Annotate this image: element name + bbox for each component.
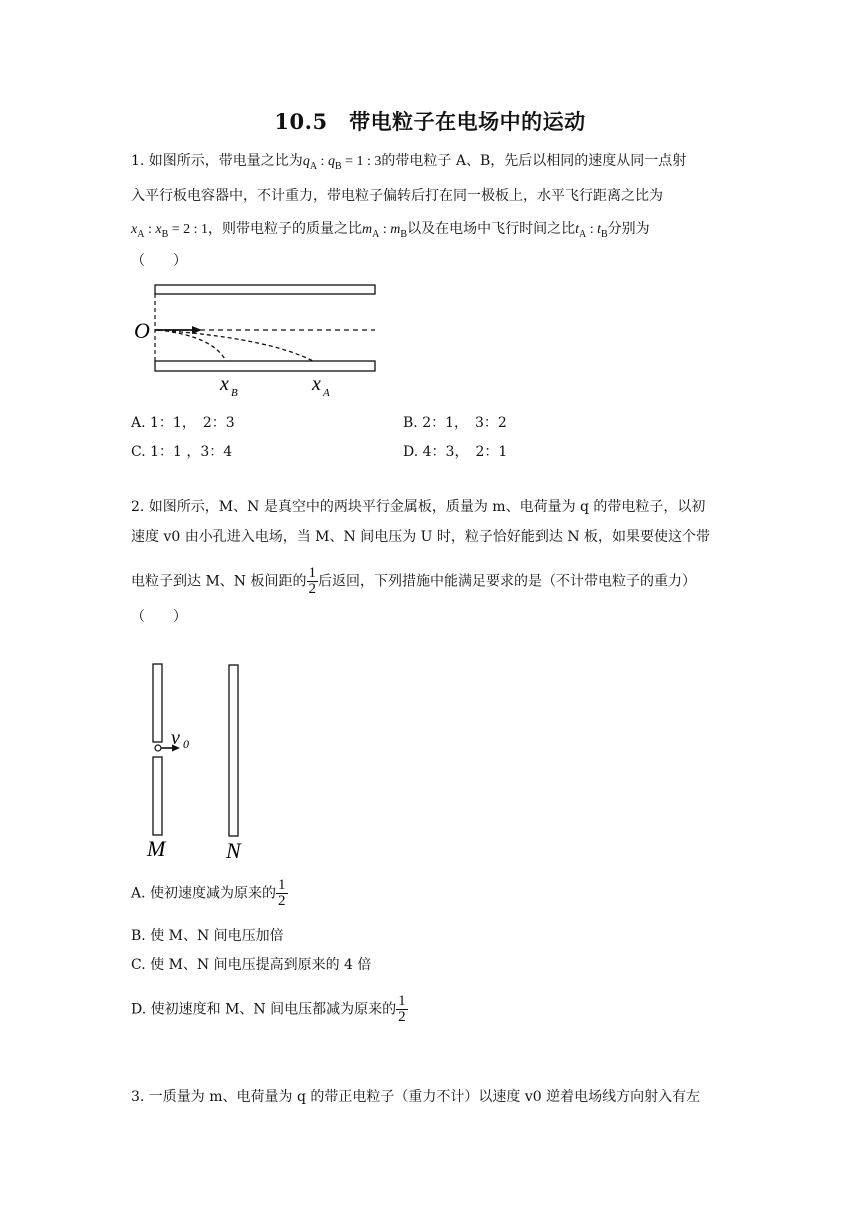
q1-option-a[interactable]: A. 1：1， 2：3 bbox=[131, 415, 235, 431]
label-v-sub: 0 bbox=[183, 737, 189, 751]
q1-option-b[interactable]: B. 2：1， 3：2 bbox=[403, 415, 507, 431]
q1-time-ratio: $t_A$ : $t_B$ bbox=[575, 222, 608, 240]
q1-option-c[interactable]: C. 1：1 ，3：4 bbox=[131, 444, 233, 460]
q2-option-d[interactable]: D. 使初速度和 M、N 间电压都减为原来的 $\frac{1}{2}$ bbox=[131, 993, 406, 1025]
q2-text: 后返回，下列措施中能满足要求的是（不计带电粒子的重力） bbox=[318, 573, 696, 590]
q1-charge-ratio: $q_A$ : $q_B = 1$ : 3 bbox=[302, 154, 382, 172]
label-o: O bbox=[134, 318, 150, 343]
q1-distance-ratio: $x_A$ : $x_B = 2$ : 1 bbox=[131, 222, 209, 240]
q1-line-2: 入平行板电容器中，不计重力，带电粒子偏转后打在同一极板上，水平飞行距离之比为 bbox=[131, 188, 663, 204]
q2-option-d-fraction: $\frac{1}{2}$ bbox=[398, 993, 406, 1025]
label-xb: x bbox=[220, 373, 229, 395]
q1-text: 的带电粒子 A、B，先后以相同的速度从同一点射 bbox=[381, 153, 687, 169]
label-m: M bbox=[147, 836, 166, 861]
plate-m-upper bbox=[153, 664, 162, 742]
q2-answer-paren: （ ） bbox=[131, 609, 187, 625]
label-xa-sub: A bbox=[323, 387, 330, 399]
q1-mass-ratio: $m_A$ : $m_B$ bbox=[362, 222, 408, 240]
q1-option-d[interactable]: D. 4：3， 2：1 bbox=[403, 444, 508, 460]
q2-option-a[interactable]: A. 使初速度减为原来的 $\frac{1}{2}$ bbox=[131, 877, 286, 909]
label-v: v bbox=[171, 727, 180, 749]
q2-line-1: 2. 如图所示，M、N 是真空中的两块平行金属板，质量为 m、电荷量为 q 的带电粒子，以初 bbox=[131, 499, 706, 515]
q1-text: 以及在电场中飞行时间之比 bbox=[407, 221, 576, 237]
label-xb-sub: B bbox=[231, 387, 238, 399]
q2-option-a-fraction: $\frac{1}{2}$ bbox=[278, 877, 286, 909]
q2-option-c[interactable]: C. 使 M、N 间电压提高到原来的 4 倍 bbox=[131, 957, 372, 973]
lower-plate bbox=[155, 361, 375, 371]
trajectory-b bbox=[158, 330, 226, 361]
page-title: 10.5 带电粒子在电场中的运动 bbox=[274, 109, 586, 134]
plate-n bbox=[229, 665, 238, 836]
q1-answer-paren: （ ） bbox=[131, 253, 187, 269]
q3-line-1: 3. 一质量为 m、电荷量为 q 的带正电粒子（重力不计）以速度 v0 逆着电场线方向射入有左 bbox=[131, 1089, 701, 1105]
plate-m-lower bbox=[153, 757, 162, 835]
q1-capacitor-figure bbox=[128, 278, 388, 404]
q1-text: 分别为 bbox=[607, 221, 650, 237]
label-n: N bbox=[226, 838, 241, 863]
q1-text: 1. 如图所示，带电量之比为 bbox=[131, 153, 303, 169]
q1-line-1 bbox=[131, 151, 686, 177]
q2-option-b[interactable]: B. 使 M、N 间电压加倍 bbox=[131, 928, 284, 944]
q2-line-3 bbox=[131, 566, 696, 597]
q2-line-2: 速度 v0 由小孔进入电场，当 M、N 间电压为 U 时，粒子恰好能到达 N 板，如果要使这个带 bbox=[131, 529, 711, 545]
trajectory-a bbox=[158, 330, 313, 361]
label-xa: x bbox=[312, 373, 321, 395]
upper-plate bbox=[155, 285, 375, 294]
q1-text: ，则带电粒子的质量之比 bbox=[208, 221, 363, 237]
q2-fraction: $\frac{1}{2}$ bbox=[308, 565, 316, 597]
q1-line-3 bbox=[131, 219, 650, 245]
particle bbox=[155, 745, 161, 751]
q2-text: 电粒子到达 M、N 板间距的 bbox=[131, 573, 307, 590]
q2-plates-figure bbox=[140, 660, 260, 865]
